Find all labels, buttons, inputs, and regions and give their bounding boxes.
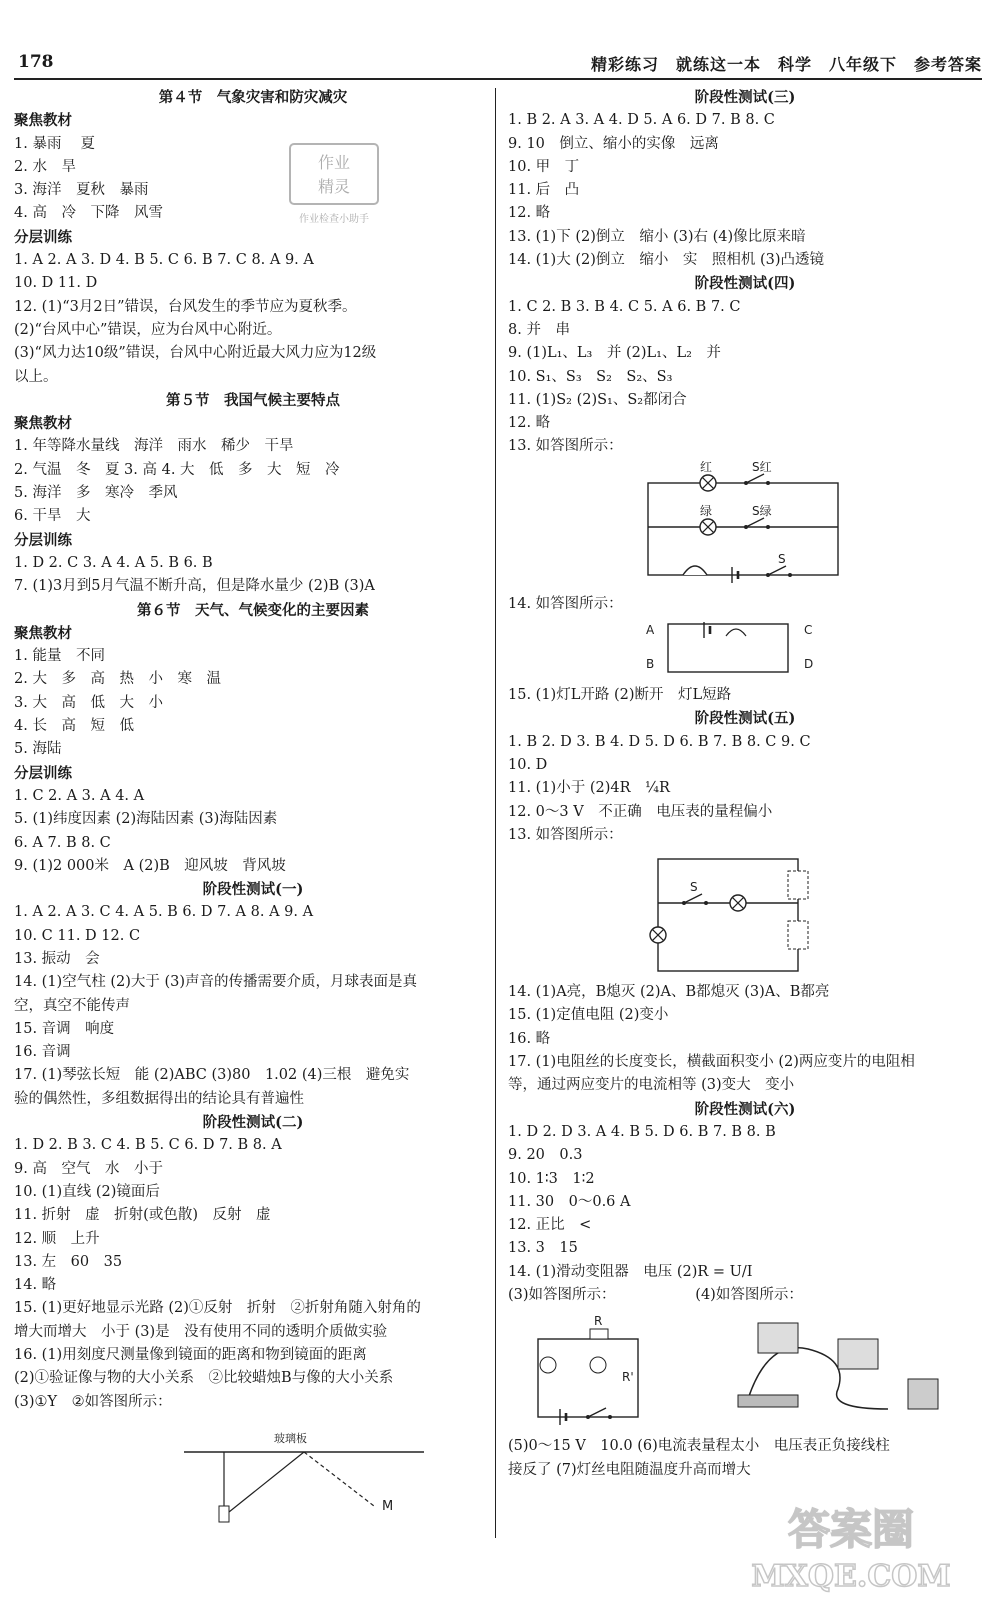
answer-line: 4. 高 冷 下降 风雪 <box>14 205 163 222</box>
candle <box>219 1506 229 1522</box>
answer-line: 12. 0～3 V 不正确 电压表的量程偏小 <box>508 803 773 820</box>
answer-line: 接反了 (7)灯丝电阻随温度升高而增大 <box>508 1461 751 1478</box>
answer-line: 12. 略 <box>508 205 551 222</box>
answer-line: 13. 如答图所示： <box>508 438 623 455</box>
figure-circuit5 <box>508 849 982 979</box>
answer-line: 8. 并 串 <box>508 321 570 338</box>
answer-line: 1. A 2. A 3. D 4. B 5. C 6. B 7. C 8. A 9. A <box>14 252 314 269</box>
subsection-heading: 分层训练 <box>14 764 72 782</box>
section-heading: 阶段性测试(四) <box>694 275 796 293</box>
label-b: B <box>646 657 655 672</box>
answer-line: 等，通过两应变片的电流相等 (3)变大 变小 <box>508 1077 795 1094</box>
answer-line: 17. (1)电阻丝的长度变长，横截面积变小 (2)两应变片的电阻相 <box>508 1054 915 1071</box>
label-rp: R' <box>622 1370 634 1385</box>
page-header <box>0 0 996 80</box>
answer-line: 10. S₁、S₃ S₂ S₂、S₃ <box>508 368 673 385</box>
figure-mirror <box>154 1416 454 1528</box>
answer-line: 11. (1)小于 (2)4R ¼R <box>508 780 670 797</box>
meter-2 <box>838 1339 878 1369</box>
answer-line: 9. (1)2 000米 A (2)B 迎风坡 背风坡 <box>14 857 286 874</box>
switch-final <box>588 1408 606 1417</box>
ammeter <box>540 1357 556 1373</box>
label-m: M <box>382 1498 394 1514</box>
label-c: C <box>804 623 813 638</box>
section-heading: 阶段性测试(二) <box>202 1114 304 1132</box>
answer-line: 1. 年等降水量线 海洋 雨水 稀少 干旱 <box>14 438 294 455</box>
answer-line: 12. 略 <box>508 415 551 432</box>
answer-line: 10. C 11. D 12. C <box>14 927 141 944</box>
figure-circuit-5 <box>638 849 938 979</box>
answer-line: 1. C 2. A 3. A 4. A <box>14 787 145 804</box>
label-r: R <box>594 1314 603 1329</box>
answer-line: 1. B 2. A 3. A 4. D 5. A 6. D 7. B 8. C <box>508 112 775 129</box>
answer-line: 10. D <box>508 756 548 773</box>
answer-line: 4. 长 高 短 低 <box>14 718 134 735</box>
label-s-red: S红 <box>752 460 772 474</box>
answer-line: 14. 略 <box>14 1277 57 1294</box>
watermark-text-1: 答案圈 <box>787 1505 915 1554</box>
answer-line: 空，真空不能传声 <box>14 997 130 1014</box>
figure-box-14 <box>628 618 928 682</box>
answer-line: 1. 暴雨 夏 <box>14 135 96 152</box>
answer-line: 14. 如答图所示： <box>508 595 623 612</box>
figure-circuit-13 <box>628 461 928 591</box>
label-green: 绿 <box>700 503 713 518</box>
answer-line: 15. 音调 响度 <box>14 1020 115 1037</box>
label-s: S <box>778 551 786 566</box>
answer-line: 12. 顺 上升 <box>14 1230 100 1247</box>
watermark-text-2: MXQE.COM <box>751 1559 951 1594</box>
answer-line: 13. 左 60 35 <box>14 1253 123 1270</box>
answer-line: 9. 10 倒立、缩小的实像 远离 <box>508 135 719 152</box>
figure-final <box>508 1309 978 1433</box>
answer-line: 6. 干旱 大 <box>14 508 91 525</box>
subsection-heading: 聚焦教材 <box>14 415 72 433</box>
box-upper <box>788 871 808 899</box>
answer-line: 1. C 2. B 3. B 4. C 5. A 6. B 7. C <box>508 298 741 315</box>
rheostat <box>738 1395 798 1407</box>
battery-pack <box>908 1379 938 1409</box>
answer-line: (5)0～15 V 10.0 (6)电流表量程太小 电压表正负接线柱 <box>508 1438 890 1455</box>
answer-line: 17. (1)琴弦长短 能 (2)ABC (3)80 1.02 (4)三根 避免实 <box>14 1067 410 1084</box>
answer-line: 5. 海陆 <box>14 741 62 758</box>
answer-line: 2. 大 多 高 热 小 寒 温 <box>14 671 221 688</box>
figure-final <box>508 1309 982 1433</box>
label-glass: 玻璃板 <box>274 1431 307 1445</box>
answer-line: 14. (1)A亮，B熄灭 (2)A、B都熄灭 (3)A、B都亮 <box>508 984 830 1001</box>
label-s-green: S绿 <box>752 503 772 518</box>
watermark-bottom <box>716 1496 986 1596</box>
answer-line: 1. D 2. C 3. A 4. A 5. B 6. B <box>14 554 213 571</box>
answer-line: 10. D 11. D <box>14 275 98 292</box>
answer-line: 2. 气温 冬 夏 3. 高 4. 大 低 多 大 短 冷 <box>14 461 340 478</box>
answer-line: 6. A 7. B 8. C <box>14 834 111 851</box>
answer-line: 3. 大 高 低 大 小 <box>14 694 163 711</box>
answer-line: 11. 后 凸 <box>508 182 580 199</box>
answer-line: 验的偶然性，多组数据得出的结论具有普遍性 <box>14 1090 304 1107</box>
answer-line: 以上。 <box>14 368 58 385</box>
figure-box14 <box>508 618 982 682</box>
answer-line: 14. (1)空气柱 (2)大于 (3)声音的传播需要介质，月球表面是真 <box>14 974 418 991</box>
answer-line: 2. 水 旱 <box>14 158 76 175</box>
label-a: A <box>646 623 655 638</box>
section-heading: 第６节 天气、气候变化的主要因素 <box>137 601 369 619</box>
watermark-stamp <box>286 140 382 232</box>
answer-line: 9. 高 空气 水 小于 <box>14 1160 163 1177</box>
answer-line: 9. 20 0.3 <box>508 1147 583 1164</box>
label-d: D <box>804 657 814 672</box>
answer-line: 13. (1)下 (2)倒立 缩小 (3)右 (4)像比原来暗 <box>508 228 806 245</box>
section-heading: 阶段性测试(六) <box>694 1100 796 1118</box>
answer-line: (3)①Y ②如答图所示： <box>14 1393 172 1410</box>
answer-line: 1. D 2. B 3. C 4. B 5. C 6. D 7. B 8. A <box>14 1137 282 1154</box>
figure-circuit13 <box>508 461 982 591</box>
answer-line: 1. 能量 不同 <box>14 648 105 665</box>
label-s-5: S <box>690 880 698 895</box>
circuit-frame <box>648 483 838 575</box>
header-rule <box>14 78 982 80</box>
right-column <box>508 86 982 1482</box>
running-title: 精彩练习 就练这一本 科学 八年级下 参考答案 <box>590 55 982 74</box>
stamp-line-3: 作业检查小助手 <box>299 214 369 225</box>
section-heading: 第５节 我国气候主要特点 <box>166 391 340 409</box>
answer-line: 1. D 2. D 3. A 4. B 5. D 6. B 7. B 8. B <box>508 1123 776 1140</box>
answer-line: 13. 3 15 <box>508 1240 578 1257</box>
answer-line: (3)“风力达10级”错误，台风中心附近最大风力应为12级 <box>14 345 377 362</box>
subsection-heading: 聚焦教材 <box>14 112 72 130</box>
answer-line: 10. (1)直线 (2)镜面后 <box>14 1183 160 1200</box>
answer-line: 13. 振动 会 <box>14 950 100 967</box>
bell <box>683 566 707 575</box>
figure-mirror <box>14 1416 492 1528</box>
answer-line: 11. 30 0～0.6 A <box>508 1193 631 1210</box>
answer-line: 14. (1)滑动变阻器 电压 (2)R = U/I <box>508 1263 753 1280</box>
answer-line: 9. (1)L₁、L₃ 并 (2)L₁、L₂ 并 <box>508 345 721 362</box>
subsection-heading: 分层训练 <box>14 531 72 549</box>
answer-line: 3. 海洋 夏秋 暴雨 <box>14 182 149 199</box>
answer-line: (3)如答图所示： (4)如答图所示： <box>508 1286 803 1303</box>
section-heading: 阶段性测试(三) <box>694 89 796 106</box>
answer-line: 5. (1)纬度因素 (2)海陆因素 (3)海陆因素 <box>14 811 278 828</box>
image-ray <box>304 1452 374 1506</box>
box-lower <box>788 921 808 949</box>
answer-line: 16. (1)用刻度尺测量像到镜面的距离和物到镜面的距离 <box>14 1347 367 1364</box>
column-divider <box>495 88 496 1538</box>
section-heading: 阶段性测试(一) <box>202 881 304 899</box>
switch-s <box>768 566 786 575</box>
answer-line: 1. A 2. A 3. C 4. A 5. B 6. D 7. A 8. A 9. A <box>14 904 314 921</box>
answer-line: 1. B 2. D 3. B 4. D 5. D 6. B 7. B 8. C 9. C <box>508 733 811 750</box>
meter-1 <box>758 1323 798 1353</box>
switch-green <box>746 518 764 527</box>
answer-line: 14. (1)大 (2)倒立 缩小 实 照相机 (3)凸透镜 <box>508 252 825 269</box>
left-column <box>14 86 492 1530</box>
answer-line: 16. 略 <box>508 1030 551 1047</box>
answer-line: 5. 海洋 多 寒冷 季风 <box>14 485 178 502</box>
answer-line: 11. 折射 虚 折射(或色散) 反射 虚 <box>14 1207 271 1224</box>
answer-line: 增大而增大 小于 (3)是 没有使用不同的透明介质做实验 <box>14 1323 388 1340</box>
label-red: 红 <box>700 460 713 474</box>
stamp-line-1: 作业 <box>317 153 351 172</box>
subsection-heading: 分层训练 <box>14 228 72 246</box>
answer-line: 10. 1∶3 1∶2 <box>508 1170 595 1187</box>
page-number: 178 <box>18 52 54 72</box>
box <box>668 624 788 672</box>
answer-line: (2)“台风中心”错误，应为台风中心附近。 <box>14 321 282 338</box>
section-heading: 第４节 气象灾害和防灾减灾 <box>158 89 348 106</box>
answer-line: 15. (1)更好地显示光路 (2)①反射 折射 ②折射角随入射角的 <box>14 1300 421 1317</box>
light-ray <box>224 1452 304 1516</box>
answer-line: 13. 如答图所示： <box>508 826 623 843</box>
resistor <box>590 1329 608 1339</box>
answer-line: 11. (1)S₂ (2)S₁、S₂都闭合 <box>508 391 687 408</box>
answer-line: 12. 正比 < <box>508 1217 592 1234</box>
answer-line: (2)①验证像与物的大小关系 ②比较蜡烛B与像的大小关系 <box>14 1370 394 1387</box>
answer-line: 10. 甲 丁 <box>508 158 580 175</box>
answer-line: 16. 音调 <box>14 1044 71 1061</box>
stamp-line-2: 精灵 <box>317 177 351 196</box>
answer-line: 15. (1)灯L开路 (2)断开 灯L短路 <box>508 687 732 704</box>
answer-line: 15. (1)定值电阻 (2)变小 <box>508 1007 669 1024</box>
answer-line: 7. (1)3月到5月气温不断升高，但是降水量少 (2)B (3)A <box>14 578 375 595</box>
section-heading: 阶段性测试(五) <box>694 710 796 728</box>
switch-red <box>746 474 764 483</box>
switch-5 <box>684 894 702 903</box>
subsection-heading: 聚焦教材 <box>14 624 72 642</box>
voltmeter <box>590 1357 606 1373</box>
answer-line: 12. (1)“3月2日”错误，台风发生的季节应为夏秋季。 <box>14 298 357 315</box>
circuit-frame-5 <box>658 859 798 971</box>
bell-14 <box>726 629 746 636</box>
